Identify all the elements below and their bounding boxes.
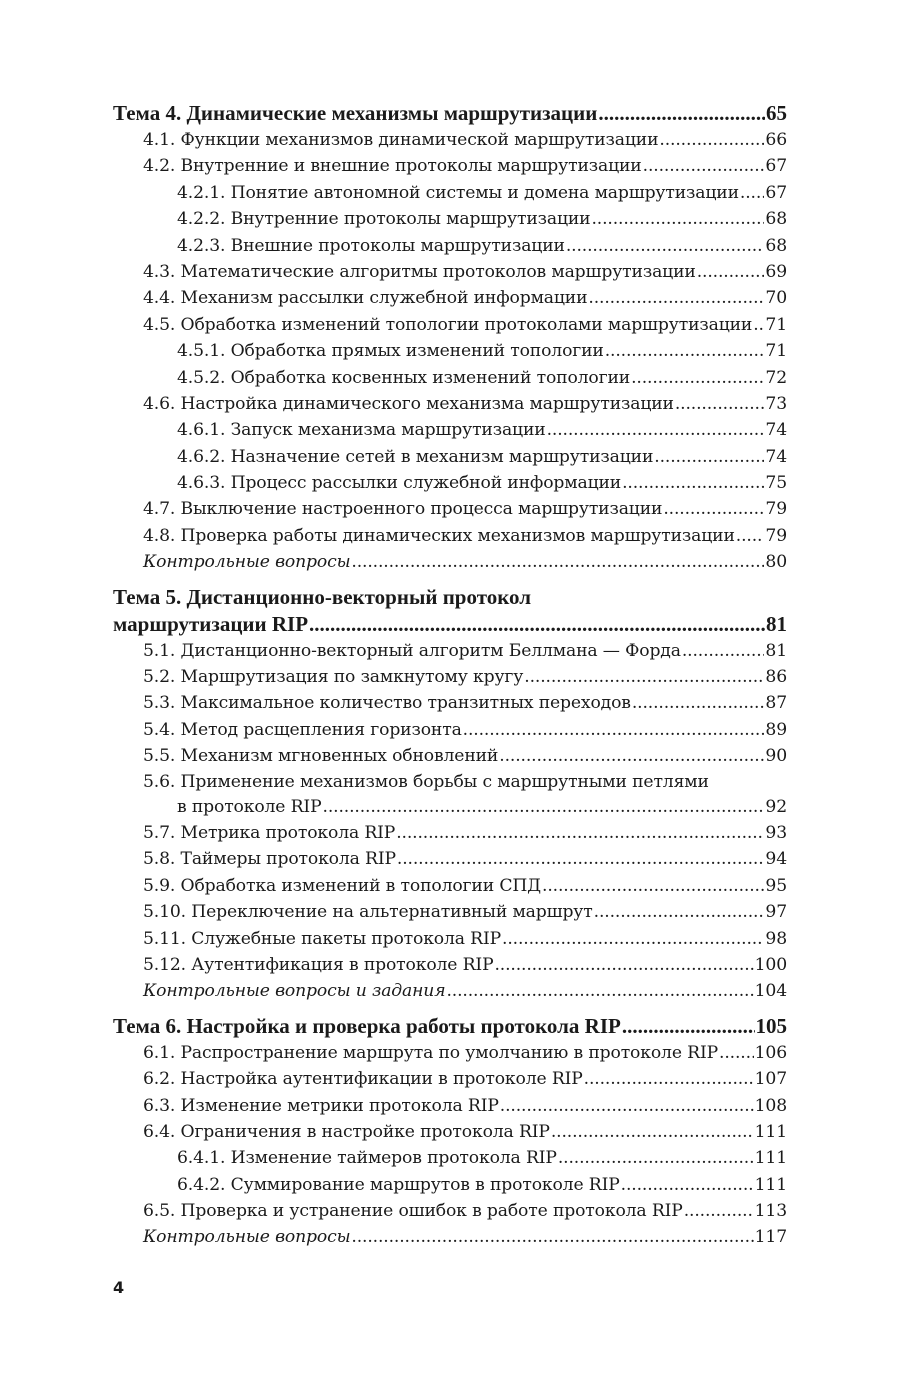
toc-entry[interactable] — [113, 127, 787, 153]
topic-heading[interactable] — [113, 611, 787, 638]
toc-entry[interactable] — [113, 820, 787, 846]
dot-leader — [740, 180, 765, 206]
entry-title: 5.11. Служебные пакеты протокола RIP — [143, 928, 502, 949]
dot-leader — [524, 664, 764, 690]
entry-title: 4.2. Внутренние и внешние протоколы маршрутизации — [143, 156, 642, 177]
entry-page-number: 71 — [765, 314, 787, 335]
dot-leader — [684, 1198, 754, 1224]
entry-title: 5.12. Аутентификация в протоколе RIP — [143, 954, 494, 975]
entry-title: Контрольные вопросы и задания — [143, 981, 446, 1002]
dot-leader — [697, 259, 765, 285]
entry-page-number: 117 — [754, 1227, 787, 1248]
dot-leader — [736, 523, 765, 549]
entry-title: 4.6. Настройка динамического механизма маршрутизации — [143, 393, 674, 414]
entry-title: 4.5.1. Обработка прямых изменений топологии — [177, 341, 604, 362]
review-questions-entry[interactable] — [113, 549, 787, 575]
toc-entry[interactable] — [113, 899, 787, 925]
entry-page-number: 79 — [765, 525, 787, 546]
dot-leader — [499, 743, 764, 769]
topic-heading[interactable] — [113, 1013, 787, 1040]
dot-leader — [323, 794, 765, 820]
toc-entry[interactable] — [113, 1040, 787, 1066]
toc-entry[interactable] — [113, 444, 787, 470]
toc-entry[interactable] — [113, 1093, 787, 1119]
entry-page-number: 90 — [765, 746, 787, 767]
entry-page-number: 79 — [765, 499, 787, 520]
entry-page-number: 68 — [765, 235, 787, 256]
entry-page-number: 67 — [765, 182, 787, 203]
dot-leader — [753, 312, 764, 338]
dot-leader — [594, 899, 765, 925]
entry-page-number: 94 — [765, 849, 787, 870]
entry-title: Тема 6. Настройка и проверка работы протокола RIP — [113, 1013, 621, 1038]
toc-entry[interactable] — [113, 664, 787, 690]
entry-title: 5.10. Переключение на альтернативный маршрут — [143, 902, 593, 923]
entry-title: 5.3. Максимальное количество транзитных переходов — [143, 693, 631, 714]
entry-page-number: 74 — [765, 420, 787, 441]
toc-entry[interactable] — [113, 233, 787, 259]
toc-entry[interactable] — [113, 926, 787, 952]
toc-entry[interactable] — [113, 470, 787, 496]
entry-page-number: 95 — [765, 875, 787, 896]
entry-title: 4.2.3. Внешние протоколы маршрутизации — [177, 235, 565, 256]
toc-entry[interactable] — [113, 638, 787, 664]
toc-entry[interactable] — [113, 1066, 787, 1092]
topic-heading[interactable] — [113, 100, 787, 127]
entry-page-number: 80 — [765, 552, 787, 573]
topic-heading-line: Тема 5. Дистанционно-векторный протокол — [113, 584, 532, 609]
dot-leader — [351, 1224, 753, 1250]
entry-title: 5.7. Метрика протокола RIP — [143, 822, 396, 843]
toc-entry[interactable] — [113, 365, 787, 391]
entry-title: 5.9. Обработка изменений в топологии СПД — [143, 875, 541, 896]
entry-title: Контрольные вопросы — [143, 1227, 351, 1248]
entry-title: 6.2. Настройка аутентификации в протоколе RIP — [143, 1069, 583, 1090]
entry-page-number: 113 — [754, 1201, 787, 1222]
toc-entry[interactable] — [113, 952, 787, 978]
entry-page-number: 111 — [754, 1174, 787, 1195]
entry-page-number: 75 — [765, 473, 787, 494]
entry-page-number: 73 — [765, 393, 787, 414]
toc-entry[interactable] — [113, 690, 787, 716]
toc-entry[interactable] — [113, 496, 787, 522]
entry-page-number: 89 — [765, 719, 787, 740]
review-questions-entry[interactable] — [113, 978, 787, 1004]
toc-entry[interactable] — [113, 1172, 787, 1198]
entry-title: 4.6.1. Запуск механизма маршрутизации — [177, 420, 546, 441]
dot-leader — [605, 338, 765, 364]
dot-leader — [654, 444, 764, 470]
dot-leader — [675, 391, 765, 417]
entry-title: 4.1. Функции механизмов динамической маршрутизации — [143, 130, 659, 150]
entry-title: 4.7. Выключение настроенного процесса маршрутизации — [143, 499, 663, 520]
entry-page-number: 65 — [766, 101, 787, 125]
toc-entry[interactable] — [113, 391, 787, 417]
toc-topic — [113, 100, 787, 576]
toc-entry[interactable] — [113, 1145, 787, 1171]
entry-page-number: 81 — [765, 640, 787, 661]
entry-title: 6.4.1. Изменение таймеров протокола RIP — [177, 1148, 557, 1169]
entry-page-number: 70 — [765, 288, 787, 309]
entry-title: 4.4. Механизм рассылки служебной информации — [143, 288, 588, 309]
toc-entry[interactable] — [113, 206, 787, 232]
entry-page-number: 71 — [765, 341, 787, 362]
toc-entry[interactable] — [113, 312, 787, 338]
entry-page-number: 66 — [765, 130, 787, 150]
dot-leader — [446, 978, 753, 1004]
toc-entry[interactable] — [113, 1119, 787, 1145]
entry-page-number: 69 — [765, 261, 787, 282]
entry-title: 5.2. Маршрутизация по замкнутому кругу — [143, 667, 524, 688]
dot-leader — [351, 549, 764, 575]
entry-title: 6.4. Ограничения в настройке протокола RIP — [143, 1121, 550, 1142]
review-questions-entry[interactable] — [113, 1224, 787, 1250]
dot-leader — [588, 285, 764, 311]
entry-title: 6.1. Распространение маршрута по умолчанию в протоколе RIP — [143, 1042, 718, 1063]
entry-title: 4.2.2. Внутренние протоколы маршрутизации — [177, 209, 591, 230]
entry-page-number: 67 — [765, 156, 787, 177]
dot-leader — [558, 1145, 754, 1171]
toc-entry[interactable] — [113, 259, 787, 285]
toc-entry[interactable] — [113, 180, 787, 206]
dot-leader — [551, 1119, 754, 1145]
entry-title: 5.1. Дистанционно-векторный алгоритм Беллмана — Форда — [143, 640, 681, 661]
entry-title: 4.6.2. Назначение сетей в механизм маршрутизации — [177, 446, 654, 467]
entry-page-number: 111 — [754, 1148, 787, 1169]
dot-leader — [643, 153, 765, 179]
entry-title: 5.8. Таймеры протокола RIP — [143, 849, 396, 870]
table-of-contents — [113, 100, 787, 1251]
dot-leader — [622, 470, 764, 496]
dot-leader — [632, 690, 765, 716]
toc-entry[interactable] — [113, 846, 787, 872]
entry-title: 6.4.2. Суммирование маршрутов в протоколе RIP — [177, 1174, 620, 1195]
dot-leader — [502, 926, 764, 952]
entry-title: маршрутизации RIP — [113, 611, 309, 636]
toc-entry[interactable] — [113, 285, 787, 311]
dot-leader — [463, 717, 765, 743]
toc-topic — [113, 1013, 787, 1251]
toc-entry[interactable] — [113, 717, 787, 743]
entry-page-number: 72 — [765, 367, 787, 388]
entry-title: 4.8. Проверка работы динамических механизмов маршрутизации — [143, 525, 735, 546]
entry-page-number: 111 — [754, 1121, 787, 1142]
entry-page-number: 100 — [754, 954, 787, 975]
entry-page-number: 106 — [754, 1042, 787, 1063]
entry-title: 4.6.3. Процесс рассылки служебной информации — [177, 473, 622, 494]
dot-leader — [397, 846, 765, 872]
entry-page-number: 92 — [765, 796, 787, 817]
toc-entry[interactable] — [113, 743, 787, 769]
dot-leader — [566, 233, 765, 259]
entry-page-number: 107 — [754, 1069, 787, 1090]
dot-leader — [631, 365, 764, 391]
entry-page-number: 68 — [765, 209, 787, 230]
dot-leader — [547, 417, 765, 443]
entry-title: 6.3. Изменение метрики протокола RIP — [143, 1095, 499, 1116]
entry-title: 6.5. Проверка и устранение ошибок в работе протокола RIP — [143, 1201, 683, 1222]
toc-entry[interactable] — [113, 523, 787, 549]
entry-title: 4.5.2. Обработка косвенных изменений топологии — [177, 367, 631, 388]
entry-title: Контрольные вопросы — [143, 552, 351, 573]
dot-leader — [500, 1093, 754, 1119]
entry-title: 4.2.1. Понятие автономной системы и домена маршрутизации — [177, 182, 739, 203]
entry-page-number: 93 — [765, 822, 787, 843]
toc-entry[interactable] — [113, 1198, 787, 1224]
entry-title: 4.5. Обработка изменений топологии протоколами маршрутизации — [143, 314, 753, 335]
toc-entry[interactable] — [113, 873, 787, 899]
dot-leader — [659, 127, 764, 153]
entry-title: 5.4. Метод расщепления горизонта — [143, 719, 462, 740]
entry-page-number: 87 — [765, 693, 787, 714]
entry-page-number: 97 — [765, 902, 787, 923]
dot-leader — [663, 496, 764, 522]
dot-leader — [396, 820, 764, 846]
entry-page-number: 104 — [754, 981, 787, 1002]
toc-entry[interactable] — [113, 153, 787, 179]
dot-leader — [542, 873, 764, 899]
toc-entry[interactable] — [113, 794, 787, 820]
dot-leader — [494, 952, 753, 978]
dot-leader — [719, 1040, 754, 1066]
toc-entry-line: 5.6. Применение механизмов борьбы с маршрутными петлями — [143, 771, 709, 792]
dot-leader — [621, 1172, 754, 1198]
entry-page-number: 108 — [754, 1095, 787, 1116]
dot-leader — [591, 206, 764, 232]
entry-title: 4.3. Математические алгоритмы протоколов маршрутизации — [143, 261, 696, 282]
entry-page-number: 86 — [765, 667, 787, 688]
entry-page-number: 74 — [765, 446, 787, 467]
dot-leader — [598, 100, 765, 127]
entry-title: в протоколе RIP — [177, 796, 322, 817]
toc-entry[interactable] — [113, 338, 787, 364]
dot-leader — [309, 611, 765, 638]
toc-entry[interactable] — [113, 417, 787, 443]
dot-leader — [584, 1066, 754, 1092]
dot-leader — [622, 1013, 755, 1040]
toc-topic — [113, 584, 787, 1005]
entry-title: 5.5. Механизм мгновенных обновлений — [143, 746, 499, 767]
entry-title: Тема 4. Динамические механизмы маршрутизации — [113, 101, 598, 125]
page-number: 4 — [113, 1278, 125, 1297]
dot-leader — [682, 638, 765, 664]
entry-page-number: 81 — [766, 611, 787, 636]
entry-page-number: 98 — [765, 928, 787, 949]
entry-page-number: 105 — [755, 1013, 787, 1038]
